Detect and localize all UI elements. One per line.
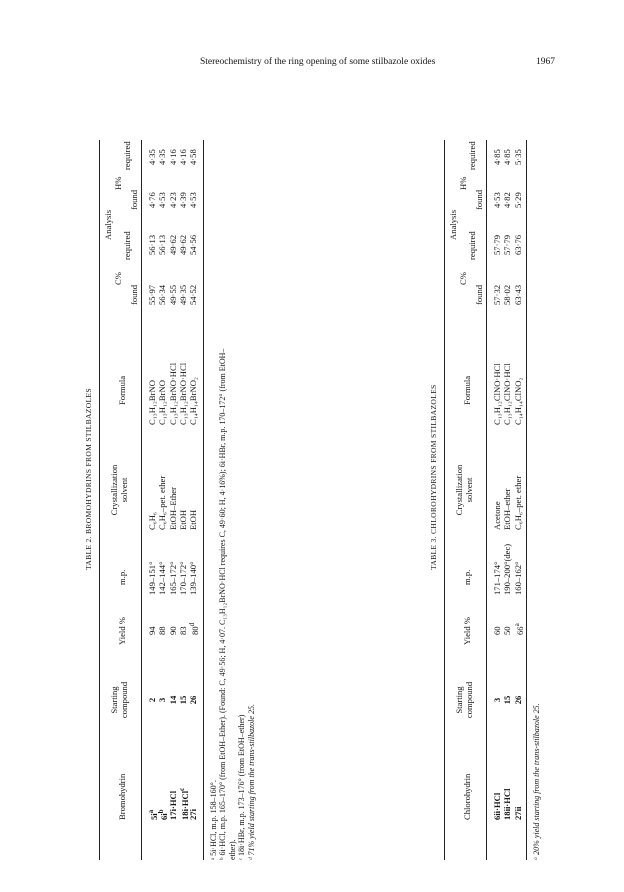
cell-h-required: 4·35: [157, 149, 168, 165]
table-2-caption: TABLE 2. BROMOHYDRINS FROM STILBAZOLES: [84, 388, 93, 570]
table-2-header-c-required: required: [122, 231, 132, 260]
cell-mp: 142–144°: [157, 561, 168, 595]
cell-mp: 171–174°: [492, 561, 502, 595]
table-3-header-h-found: found: [474, 189, 484, 210]
cell-yield-with-mark: [513, 623, 523, 635]
table-3-header-h: H%: [458, 176, 468, 190]
table-2-footnotes: [209, 349, 256, 860]
cell-solvent: C₆H₆–pet. ether: [512, 475, 523, 530]
cell-formula: C₁₃H₁₂ClNO·HCl: [502, 363, 513, 425]
cell-formula: C₁₄H₁₄BrNO₂: [188, 377, 199, 425]
table-2-header-rule: [141, 140, 142, 860]
running-head: [0, 57, 624, 71]
footnote: ᶜ 18i·HBr, m.p. 173–176° (from EtOH–ether): [237, 714, 247, 860]
cell-formula: C₁₃H₁₂BrNO: [147, 380, 157, 425]
header-starting-1: Starting: [454, 686, 464, 714]
cell-solvent: Acetone: [492, 501, 502, 530]
cell-mp: 149–151°: [147, 561, 157, 595]
cell-yield: 83: [177, 626, 188, 635]
cell-c-required: 49·62: [167, 234, 178, 255]
cell-formula: C₁₃H₁₂BrNO·HCl: [167, 362, 178, 425]
cell-solvent: EtOH–Ether: [167, 487, 178, 530]
table-2-top-rule: [99, 140, 100, 860]
table-3-col-c-required: [492, 235, 523, 255]
table-3-header-c-found: found: [474, 284, 484, 305]
cell-start: 15: [177, 695, 188, 705]
cell-h-required: 4·85: [502, 149, 513, 165]
table-3-header-c-required: required: [467, 231, 477, 260]
cell-compound: 17i·HCl: [167, 790, 178, 820]
cell-yield: 66: [514, 626, 525, 635]
header-cryst-2: solvent: [464, 477, 475, 503]
footnote: ᵃ 5i·HCl, m.p. 158–160°.: [209, 780, 218, 860]
cell-h-found: 4·53: [157, 192, 168, 208]
cell-mp: 190–200°(dec): [502, 543, 513, 595]
table-3-header-starting: [454, 670, 474, 730]
footnote-mark: b: [157, 809, 166, 814]
cell-mp: 165–172°: [167, 561, 178, 595]
table-3-bottom-rule: [526, 140, 527, 860]
table-3-col-h-required: [492, 149, 523, 165]
cell-solvent: EtOH–ether: [502, 488, 513, 530]
cell-solvent: EtOH: [177, 509, 188, 530]
cell-formula: C₁₃H₁₂ClNO·HCl: [492, 363, 502, 425]
cell-h-found: 4·76: [147, 192, 157, 208]
table-row: [178, 788, 188, 820]
table-3-col-formula: [492, 363, 523, 425]
cell-c-required: 56·13: [157, 234, 168, 255]
cell-yield: 80: [190, 626, 201, 635]
table-2-col-c-found: [147, 285, 198, 305]
cell-c-found: 49·35: [177, 284, 188, 305]
table-2-col-start: [147, 680, 198, 720]
footnote: ᵈ 71% yield starting from the trans-stilbazole 25.: [246, 704, 256, 860]
cell-formula: C₁₃H₁₂BrNO: [157, 380, 168, 425]
cell-mp: 160–162°: [512, 561, 523, 595]
table-2-header-formula: Formula: [117, 375, 127, 405]
table-2-col-formula: [147, 363, 198, 425]
table-2-col-yield: [147, 622, 201, 635]
cell-solvent: C₆H₆–pet. ether: [157, 475, 168, 530]
cell-h-required: 4·58: [188, 149, 199, 165]
table-2-header-h-required: required: [122, 141, 132, 170]
footnote: ᵇ 6i·HCl, m.p. 165–170° (from EtOH–Ether). (Found: C, 49·56; H, 4·07. C₁₃H₁₂BrNO·HCl requires C, 49·60; H, 4·16%); 6i·HBr, m.p. 170–172° (from EtOH–: [218, 348, 228, 860]
table-3-col-solvent: [492, 476, 523, 530]
footnote: ᵃ 20% yield starting from the trans-stilbazole 25.: [532, 703, 541, 860]
table-3-header-rule: [486, 140, 487, 860]
cell-c-required: 57·79: [502, 234, 513, 255]
table-2-col-mp: [147, 561, 198, 595]
cell-compound: 5i: [148, 813, 159, 820]
cell-compound: 27ii: [512, 806, 523, 820]
page-number: 1967: [536, 57, 555, 67]
table-3-col-compound: [492, 788, 523, 820]
footnote-mark: d: [188, 622, 197, 627]
header-starting-2: compound: [464, 681, 475, 719]
header-starting-2: compound: [119, 681, 130, 719]
table-3-col-h-found: [492, 192, 523, 208]
table-row: [147, 788, 157, 820]
cell-c-found: 58·02: [502, 284, 513, 305]
cell-compound: 6ii·HCl: [492, 792, 502, 820]
cell-h-found: 4·53: [492, 192, 502, 208]
cell-start: 26: [188, 695, 199, 705]
cell-h-required: 4·85: [492, 149, 502, 165]
cell-c-required: 63·76: [512, 234, 523, 255]
header-starting-1: Starting: [109, 686, 119, 714]
cell-start: 14: [167, 695, 178, 705]
table-2-header-h-found: found: [129, 189, 139, 210]
table-2-bottom-rule: [203, 140, 204, 860]
table-3-top-rule: [444, 140, 445, 860]
table-3: [430, 140, 575, 860]
table-3-header-h-required: required: [467, 141, 477, 170]
cell-yield-with-mark: [188, 622, 201, 635]
table-row: [157, 788, 170, 820]
table-3-header-cryst: [454, 450, 474, 530]
cell-c-found: 63·43: [512, 284, 523, 305]
cell-compound: 6i: [159, 813, 170, 820]
cell-yield: 88: [157, 626, 168, 635]
cell-c-required: 54·56: [188, 234, 199, 255]
cell-formula: C₁₄H₁₄ClNO₂: [512, 377, 523, 425]
table-2: [85, 140, 285, 860]
cell-c-found: 54·52: [188, 284, 199, 305]
table-2-header-mp: m.p.: [117, 569, 127, 585]
table-3-caption: TABLE 3. CHLOROHYDRINS FROM STILBAZOLES: [429, 384, 438, 570]
table-2-header-c-found: found: [129, 284, 139, 305]
table-2-header-h: H%: [113, 176, 123, 190]
cell-yield: 90: [167, 626, 178, 635]
table-3-col-yield: [492, 623, 523, 635]
header-cryst-1: Crystallization: [454, 464, 464, 516]
table-2-header-c: C%: [113, 272, 123, 285]
table-2-header-cryst: [109, 450, 129, 530]
table-2-col-c-required: [147, 235, 198, 255]
cell-c-found: 55·97: [147, 284, 157, 305]
footnote-mark: a: [512, 623, 521, 627]
table-2-col-h-required: [147, 149, 198, 165]
cell-h-found: 5·29: [512, 192, 523, 208]
cell-start: 2: [147, 697, 157, 703]
cell-yield: 50: [502, 626, 513, 635]
cell-solvent: C₆H₆: [147, 512, 157, 530]
cell-h-found: 4·82: [502, 192, 513, 208]
running-title: Stereochemistry of the ring opening of some stilbazole oxides: [200, 57, 436, 67]
cell-mp: 139–140°: [188, 561, 199, 595]
table-3-col-mp: [492, 544, 523, 595]
cell-c-found: 56·34: [157, 284, 168, 305]
header-cryst-2: solvent: [119, 477, 130, 503]
footnote-mark: a: [147, 809, 155, 814]
cell-start: 15: [502, 695, 513, 705]
cell-c-required: 57·79: [492, 234, 502, 255]
cell-h-required: 4·16: [167, 149, 178, 165]
table-3-header-formula: Formula: [462, 375, 472, 405]
table-3-col-start: [492, 680, 523, 720]
table-3-header-analysis: Analysis: [448, 209, 458, 240]
cell-h-found: 4·23: [167, 192, 178, 208]
cell-start: 26: [512, 695, 523, 705]
cell-compound: 18i·HCl: [179, 790, 190, 820]
table-3-header-yield: Yield %: [462, 617, 472, 645]
cell-c-found: 49·55: [167, 284, 178, 305]
table-2-header-starting: [109, 670, 129, 730]
cell-mp: 170–172°: [177, 561, 188, 595]
header-cryst-1: Crystallization: [109, 464, 119, 516]
table-3-header-c: C%: [458, 272, 468, 285]
table-3-header-mp: m.p.: [462, 569, 472, 585]
cell-h-required: 4·16: [177, 149, 188, 165]
cell-solvent: EtOH: [188, 509, 199, 530]
cell-c-required: 56·13: [147, 234, 157, 255]
cell-start: 3: [492, 697, 502, 703]
cell-h-found: 4·53: [188, 192, 199, 208]
footnote-mark: c: [177, 787, 186, 791]
cell-compound: 27i: [188, 809, 199, 820]
table-2-header-yield: Yield %: [117, 617, 127, 645]
cell-compound: 18ii·HCl: [502, 788, 513, 820]
footnote: ether).: [227, 839, 237, 860]
cell-h-found: 4·39: [177, 192, 188, 208]
table-2-col-compound: [147, 788, 198, 820]
table-3-header-compound: Chlorohydrin: [462, 773, 472, 820]
table-2-header-compound: Bromohydrin: [117, 773, 127, 820]
cell-c-required: 49·62: [177, 234, 188, 255]
table-3-footnotes: [532, 703, 541, 860]
table-2-header-analysis: Analysis: [103, 209, 113, 240]
table-row: [168, 788, 178, 820]
cell-h-required: 4·35: [147, 149, 157, 165]
cell-h-required: 5·35: [512, 149, 523, 165]
table-3-col-c-found: [492, 285, 523, 305]
cell-yield: 94: [147, 626, 157, 635]
cell-formula: C₁₃H₁₂BrNO·HCl: [177, 362, 188, 425]
cell-c-found: 57·32: [492, 284, 502, 305]
cell-yield: 60: [492, 626, 502, 635]
table-2-col-solvent: [147, 476, 198, 530]
table-2-col-h-found: [147, 192, 198, 208]
cell-start: 3: [157, 697, 168, 703]
